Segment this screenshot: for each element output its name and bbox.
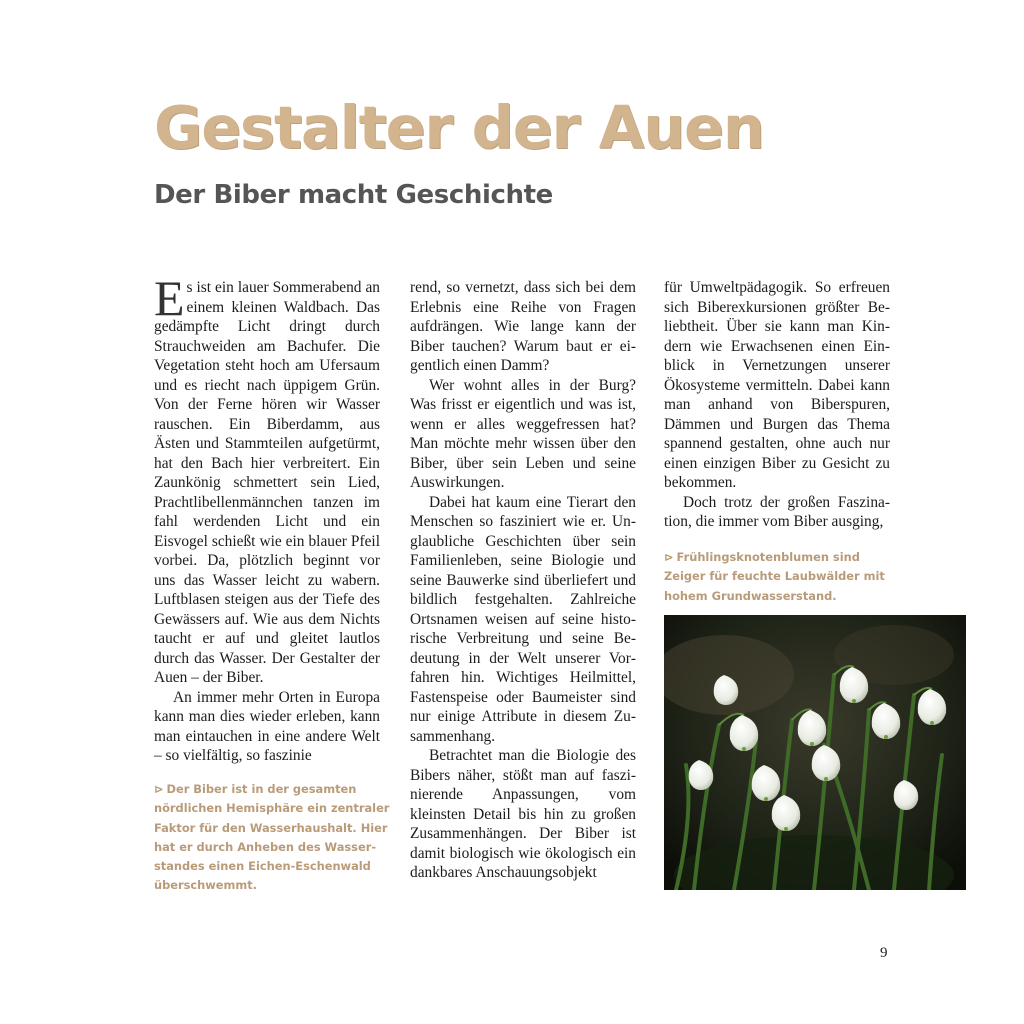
drop-cap: E <box>154 270 185 326</box>
page-title: Gestalter der Auen <box>154 93 764 162</box>
text-column-3 <box>664 278 890 532</box>
triangle-right-icon: ⊳ <box>154 782 164 796</box>
snowflake-flowers-photo <box>664 615 966 890</box>
paragraph <box>154 270 380 688</box>
paragraph: Betrachtet man die Biologie des Bibers näher, stößt man auf faszinierende Anpassungen, vom kleinsten Detail bis hin zu großen Zusammenhängen. Der Biber ist damit biologisch wie ökologisch ein dankbares Anschauungsobjekt <box>410 747 636 881</box>
caption-text: Frühlingsknotenblumen sind Zeiger für feuchte Laubwälder mit hohem Grundwasserstand. <box>664 550 885 603</box>
text-column-1 <box>154 270 380 766</box>
paragraph: An immer mehr Orten in Europa kann man dies wieder erleben, kann man eintauchen in eine andere Welt – so vielfältig, so faszinie <box>154 688 380 764</box>
caption-text: Der Biber ist in der gesamten nördlichen Hemisphäre ein zentraler Faktor für den Wasserhaushalt. Hier hat er durch Anheben des Wasserstandes einen Eichen-Eschenwald überschwemmt. <box>154 782 390 893</box>
text-column-2 <box>410 278 636 883</box>
paragraph: Doch trotz der großen Faszination, die immer vom Biber ausging, <box>664 493 890 530</box>
beaver-caption <box>154 780 394 896</box>
page-subtitle: Der Biber macht Geschichte <box>154 180 553 210</box>
page-number: 9 <box>880 945 888 961</box>
triangle-right-icon: ⊳ <box>664 550 674 564</box>
paragraph: rend, so vernetzt, dass sich bei dem Erlebnis eine Reihe von Fragen aufdrängen. Wie lange kann der Biber tauchen? Warum baut er eigentlich einen Damm? <box>410 279 636 374</box>
snowflake-caption <box>664 548 894 606</box>
paragraph: für Umweltpädagogik. So erfreuen sich Biberexkursionen größter Beliebtheit. Über sie kann man Kindern wie Erwachsenen einen Einblick in Vernetzungen unserer Ökosysteme vermitteln. Dabei kann man anhand von Biberspuren, Dämmen und Burgen das Thema spannend gestalten, ohne auch nur einen einzigen Biber zu Gesicht zu bekommen. <box>664 279 890 491</box>
paragraph-text: s ist ein lauer Sommerabend an einem kleinen Waldbach. Das gedämpfte Licht dringt durch Strauchweiden am Bachufer. Die Vegetation steht hoch am Ufersaum und es riecht nach üppigem Grün. Von der Ferne hören wir Wasser rauschen. Ein Biberdamm, aus Ästen und Stammteilen aufgetürmt, hat den Bach hier verbreitert. Ein Zaunkönig schmettert sein Lied, Prachtlibellenmännchen tanzen im fahl werdenden Licht und ein Eisvogel schießt wie ein blauer Pfeil vorbei. Da, plötzlich beginnt vor uns das Wasser leicht zu wabern. Luftblasen steigen aus der Tiefe des Gewässers auf. Wie aus dem Nichts taucht er auf und gleitet lautlos durch das Wasser. Der Gestalter der Auen – der Biber. <box>154 279 380 686</box>
paragraph: Dabei hat kaum eine Tierart den Menschen so fasziniert wie er. Unglaubliche Geschichten über sein Familienleben, seine Biologie und seine Bauwerke sind überliefert und bildlich festgehalten. Zahlreiche Ortsnamen weisen auf seine historische Verbreitung und seine Bedeutung in der Welt unserer Vorfahren hin. Wichtiges Heilmittel, Fastenspeise oder Baumeister sind nur einige Attribute in diesem Zusammenhang. <box>410 493 636 745</box>
paragraph: Wer wohnt alles in der Burg? Was frisst er eigentlich und was ist, wenn er alles weggefressen hat? Man möchte mehr wissen über den Biber, über sein Leben und seine Auswirkungen. <box>410 376 636 491</box>
